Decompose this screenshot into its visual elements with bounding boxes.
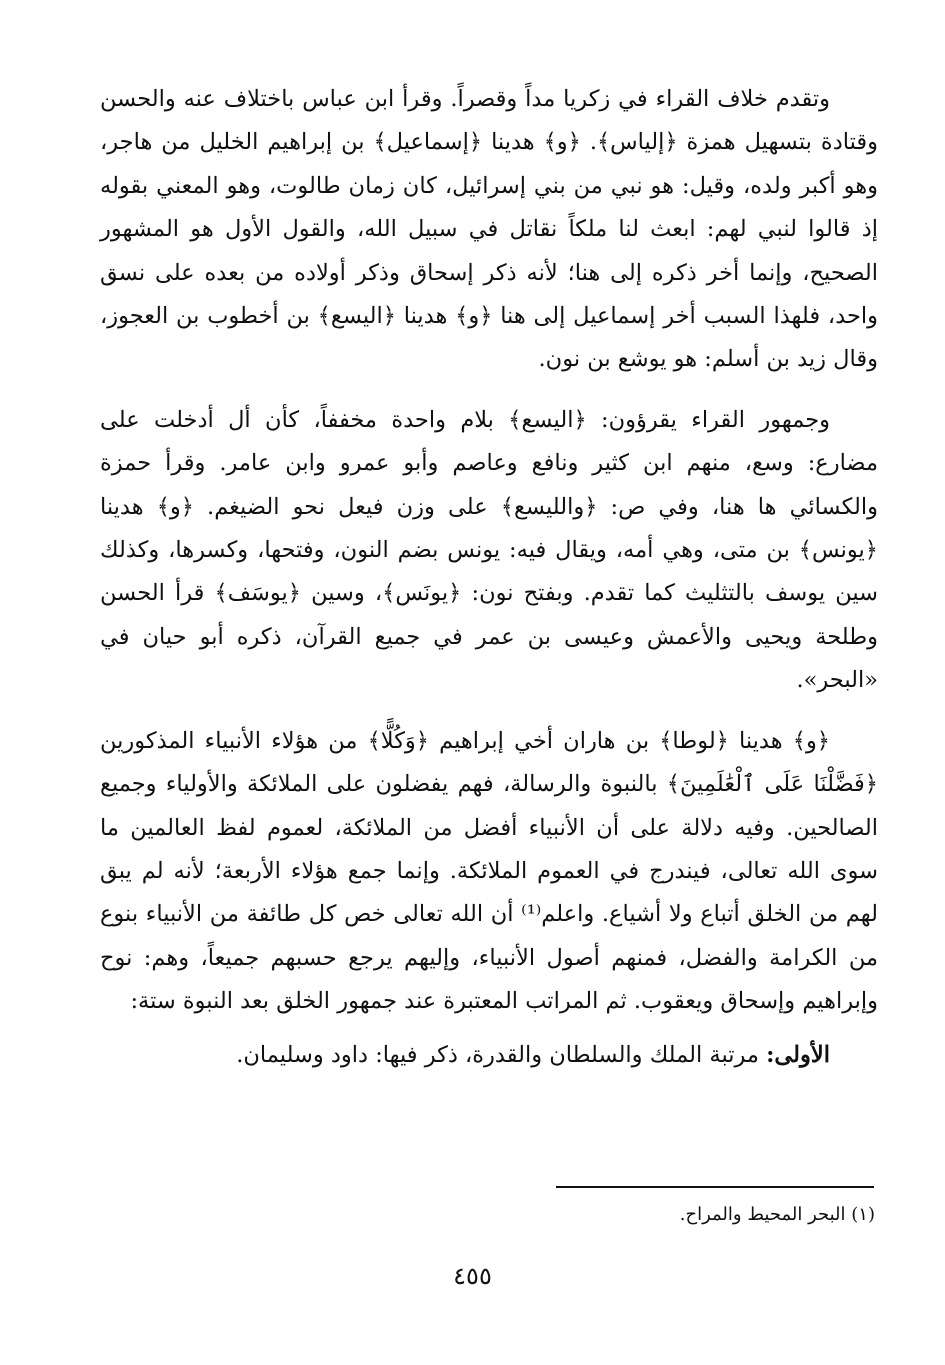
footnote-divider xyxy=(556,1186,874,1188)
paragraph-1: وتقدم خلاف القراء في زكريا مداً وقصراً. وقرأ ابن عباس باختلاف عنه والحسن وقتادة بتسهيل همزة ﴿إلياس﴾. ﴿و﴾ هدينا ﴿إسماعيل﴾ بن إبراهيم الخليل من هاجر، وهو أكبر ولده، وقيل: هو نبي من بني إسرائيل، كان زمان طالوت، وهو المعني بقوله إذ قالوا لنبي لهم: ابعث لنا ملكاً نقاتل في سبيل الله، والقول الأول هو المشهور الصحيح، وإنما أخر ذكره إلى هنا؛ لأنه ذكر إسحاق وذكر أولاده من بعده على نسق واحد، فلهذا السبب أخر إسماعيل إلى هنا ﴿و﴾ هدينا ﴿اليسع﴾ بن أخطوب بن العجوز، وقال زيد بن أسلم: هو يوشع بن نون. xyxy=(100,86,878,373)
rank-text: مرتبة الملك والسلطان والقدرة، ذكر فيها: داود وسليمان. xyxy=(236,1041,767,1068)
footnote: (١) البحر المحيط والمراح. xyxy=(679,1204,875,1225)
rank-item-first xyxy=(100,1034,878,1077)
paragraph-3: ﴿و﴾ هدينا ﴿لوطا﴾ بن هاران أخي إبراهيم ﴿وَكُلًّا﴾ من هؤلاء الأنبياء المذكورين ﴿فَضَّلْنَا عَلَى ٱلْعَٰلَمِينَ﴾ بالنبوة والرسالة، فهم يفضلون على الملائكة والأولياء وجميع الصالحين. وفيه دلالة على أن الأنبياء أفضل من الملائكة، لعموم لفظ العالمين ما سوى الله تعالى، فيندرج في العموم الملائكة. وإنما جمع هؤلاء الأربعة؛ لأنه لم يبق لهم من الخلق أتباع ولا أشياع. واعلم⁽¹⁾ أن الله تعالى خص كل طائفة من الأنبياء بنوع من الكرامة والفضل، فمنهم أصول الأنبياء، وإليهم يرجع حسبهم جميعاً، وهم: نوح وإبراهيم وإسحاق ويعقوب. ثم المراتب المعتبرة عند جمهور الخلق بعد النبوة ستة: xyxy=(100,727,878,1015)
page-number: ٤٥٥ xyxy=(453,1262,492,1290)
main-text xyxy=(100,78,878,1077)
rank-term: الأولى: xyxy=(766,1041,830,1068)
paragraph-2: وجمهور القراء يقرؤون: ﴿اليسع﴾ بلام واحدة مخففاً، كأن أل أدخلت على مضارع: وسع، منهم ابن كثير ونافع وعاصم وأبو عمرو وابن عامر. وقرأ حمزة والكسائي ها هنا، وفي ص: ﴿والليسع﴾ على وزن فيعل نحو الضيغم. ﴿و﴾ هدينا ﴿يونس﴾ بن متى، وهي أمه، ويقال فيه: يونس بضم النون، وفتحها، وكسرها، وكذلك سين يوسف بالتثليث كما تقدم. وبفتح نون: ﴿يونَس﴾، وسين ﴿يوسَف﴾ قرأ الحسن وطلحة ويحيى والأعمش وعيسى بن عمر في جميع القرآن، ذكره أبو حيان في «البحر». xyxy=(100,406,878,694)
